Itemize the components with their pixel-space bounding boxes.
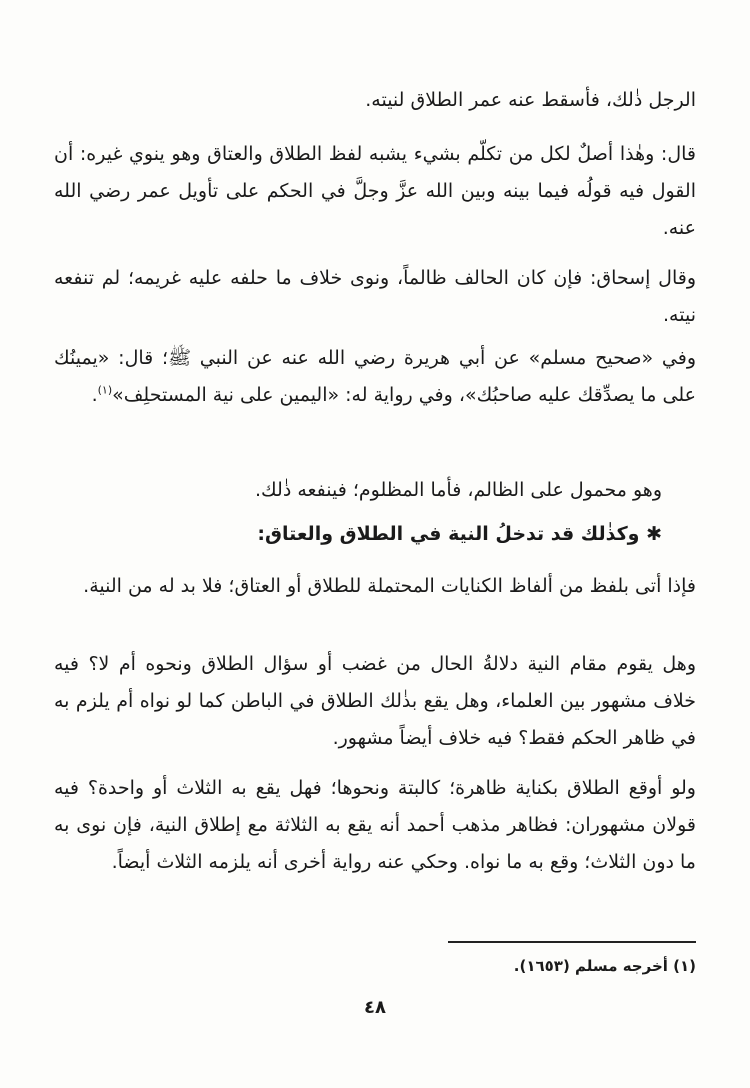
paragraph-7: فإذا أتى بلفظ من ألفاظ الكنايات المحتملة للطلاق أو العتاق؛ فلا بد له من النية. (83, 575, 696, 597)
paragraph-8: وهل يقوم مقام النية دلالةُ الحال من غضب أو سؤال الطلاق ونحوه أم لا؟ فيه خلاف مشهور بين العلماء، وهل يقع بذٰلك الطلاق في الباطن كما لو نواه أم يلزم به في ظاهر الحكم فقط؟ فيه خلاف أيضاً مشهور. (54, 653, 696, 749)
paragraph-4-text: وفي «صحيح مسلم» عن أبي هريرة رضي الله عنه عن النبي ﷺ؛ قال: «يمينُك على ما يصدِّقك عليه صاحبُك»، وفي رواية له: «اليمين على نية المستحلِف» (54, 347, 696, 406)
footnote-divider (448, 941, 696, 943)
paragraph-3: وقال إسحاق: فإن كان الحالف ظالماً، ونوى خلاف ما حلفه عليه غريمه؛ لم تنفعه نيته. (54, 267, 696, 326)
footnote-reference: (١) (97, 383, 113, 397)
paragraph-4-end: . (91, 384, 98, 406)
page-number: ٤٨ (364, 997, 386, 1018)
section-heading: ✱ وكذٰلك قد تدخلُ النية في الطلاق والعتاق: (257, 523, 662, 545)
paragraph-5: وهو محمول على الظالم، فأما المظلوم؛ فينفعه ذٰلك. (254, 479, 662, 501)
paragraph-4 (54, 340, 696, 414)
paragraph-1: الرجل ذٰلك، فأسقط عنه عمر الطلاق لنيته. (365, 89, 696, 111)
paragraph-9: ولو أوقع الطلاق بكناية ظاهرة؛ كالبتة ونحوها؛ فهل يقع به الثلاث أو واحدة؟ فيه قولان مشهوران: فظاهر مذهب أحمد أنه يقع به الثلاثة مع إطلاق النية، فإن نوى به ما دون الثلاث؛ وقع به ما نواه. وحكي عنه رواية أخرى أنه يلزمه الثلاث أيضاً. (54, 777, 696, 873)
footnote: (١) أخرجه مسلم (١٦٥٣). (513, 957, 696, 975)
paragraph-2: قال: وهٰذا أصلٌ لكل من تكلّم بشيء يشبه لفظ الطلاق والعتاق وهو ينوي غيره: أن القول فيه قولُه فيما بينه وبين الله عزَّ وجلَّ في الحكم على تأويل عمر رضي الله عنه. (54, 143, 696, 239)
